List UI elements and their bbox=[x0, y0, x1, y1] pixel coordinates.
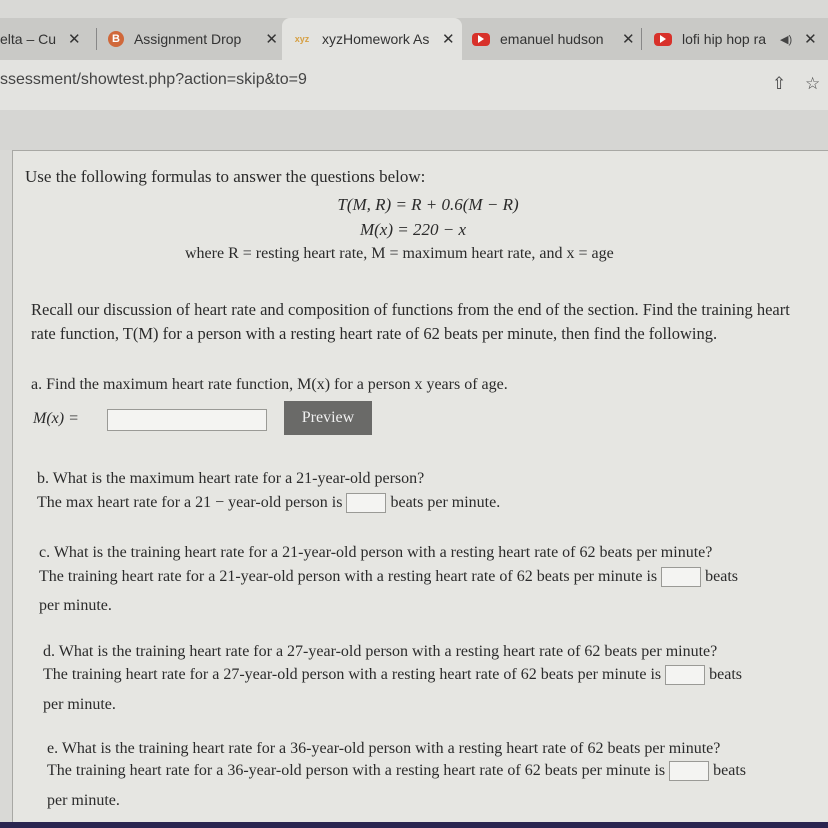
tab-xyzhomework[interactable] bbox=[282, 18, 462, 60]
part-c-answer-prefix: The training heart rate for a 21-year-old person with a resting heart rate of 62 beats per minute is bbox=[39, 568, 658, 585]
part-c-answer-input[interactable] bbox=[661, 567, 701, 587]
part-c-answer-line bbox=[39, 565, 738, 589]
tab-emanuel-hudson[interactable] bbox=[472, 18, 637, 60]
part-c-answer-suffix-2: per minute. bbox=[39, 597, 112, 614]
part-b-answer-input[interactable] bbox=[346, 493, 386, 513]
question-panel bbox=[12, 150, 828, 828]
part-e-answer-line bbox=[47, 759, 746, 783]
tab-assignment-drop[interactable] bbox=[108, 18, 278, 60]
url-field[interactable]: ssessment/showtest.php?action=skip&to=9 bbox=[0, 71, 307, 88]
bottom-edge bbox=[0, 822, 828, 828]
part-d-question: d. What is the training heart rate for a 27-year-old person with a resting heart rate of 62 beats per minute? bbox=[43, 643, 718, 660]
tab-bar bbox=[0, 18, 828, 60]
page-top-spacer bbox=[0, 110, 828, 150]
part-e-answer-suffix: beats bbox=[713, 762, 746, 779]
tab-label: elta – Cu bbox=[0, 31, 57, 47]
close-icon[interactable]: ✕ bbox=[622, 31, 635, 48]
part-d-answer-line bbox=[43, 663, 742, 687]
part-b-answer-suffix: beats per minute. bbox=[390, 494, 501, 511]
max-heart-rate-function-input[interactable] bbox=[107, 409, 267, 431]
part-e-answer-prefix: The training heart rate for a 36-year-old person with a resting heart rate of 62 beats per minute is bbox=[47, 762, 666, 779]
close-icon[interactable]: ✕ bbox=[804, 31, 817, 48]
tab-label: Assignment Drop bbox=[133, 31, 242, 47]
part-a-question: a. Find the maximum heart rate function, M(x) for a person x years of age. bbox=[31, 376, 508, 393]
part-c-question: c. What is the training heart rate for a 21-year-old person with a resting heart rate of 62 beats per minute? bbox=[39, 544, 713, 561]
part-c-answer-suffix: beats bbox=[705, 568, 738, 585]
variable-definitions: where R = resting heart rate, M = maximum heart rate, and x = age bbox=[185, 245, 614, 262]
tab-label: xyzHomework As bbox=[322, 31, 430, 47]
part-a-input-label: M(x) = bbox=[33, 410, 79, 427]
part-e-question: e. What is the training heart rate for a 36-year-old person with a resting heart rate of 62 beats per minute? bbox=[47, 740, 721, 757]
tab-delta[interactable] bbox=[0, 18, 92, 60]
close-icon[interactable]: ✕ bbox=[68, 31, 81, 48]
speaker-icon[interactable]: ◀) bbox=[780, 33, 793, 46]
part-d-answer-suffix: beats bbox=[709, 666, 742, 683]
tab-lofi-hip-hop[interactable] bbox=[654, 18, 824, 60]
youtube-icon bbox=[654, 33, 672, 46]
preview-button[interactable]: Preview bbox=[284, 401, 372, 435]
tab-label: lofi hip hop ra bbox=[682, 31, 767, 47]
share-icon[interactable]: ⇧ bbox=[772, 74, 787, 94]
part-b-answer-line bbox=[37, 491, 500, 515]
tab-separator bbox=[641, 28, 642, 50]
close-icon[interactable]: ✕ bbox=[442, 31, 455, 48]
tab-separator bbox=[96, 28, 97, 50]
part-b-question: b. What is the maximum heart rate for a 21-year-old person? bbox=[37, 470, 425, 487]
brightspace-icon: B bbox=[108, 31, 124, 47]
part-b-answer-prefix: The max heart rate for a 21 − year-old person is bbox=[37, 494, 343, 511]
part-e-answer-suffix-2: per minute. bbox=[47, 792, 120, 809]
problem-description: Recall our discussion of heart rate and composition of functions from the end of the section. Find the training heart rate function, T(M) for a person with a resting heart rate of 62 beats per minute, then find the following. bbox=[31, 300, 790, 343]
part-d-answer-prefix: The training heart rate for a 27-year-old person with a resting heart rate of 62 beats per minute is bbox=[43, 666, 662, 683]
youtube-icon bbox=[472, 33, 490, 46]
formula-max-heart-rate: M(x) = 220 − x bbox=[359, 220, 467, 239]
tab-label: emanuel hudson bbox=[500, 31, 604, 47]
part-d-answer-input[interactable] bbox=[665, 665, 705, 685]
xyz-icon: xyz bbox=[294, 34, 310, 44]
formula-training-heart-rate: T(M, R) = R + 0.6(M − R) bbox=[337, 195, 519, 214]
intro-text: Use the following formulas to answer the questions below: bbox=[25, 167, 426, 186]
close-icon[interactable]: ✕ bbox=[265, 31, 278, 48]
part-d-answer-suffix-2: per minute. bbox=[43, 696, 116, 713]
part-e-answer-input[interactable] bbox=[669, 761, 709, 781]
address-bar bbox=[0, 60, 828, 110]
bookmark-star-icon[interactable]: ☆ bbox=[805, 74, 821, 94]
